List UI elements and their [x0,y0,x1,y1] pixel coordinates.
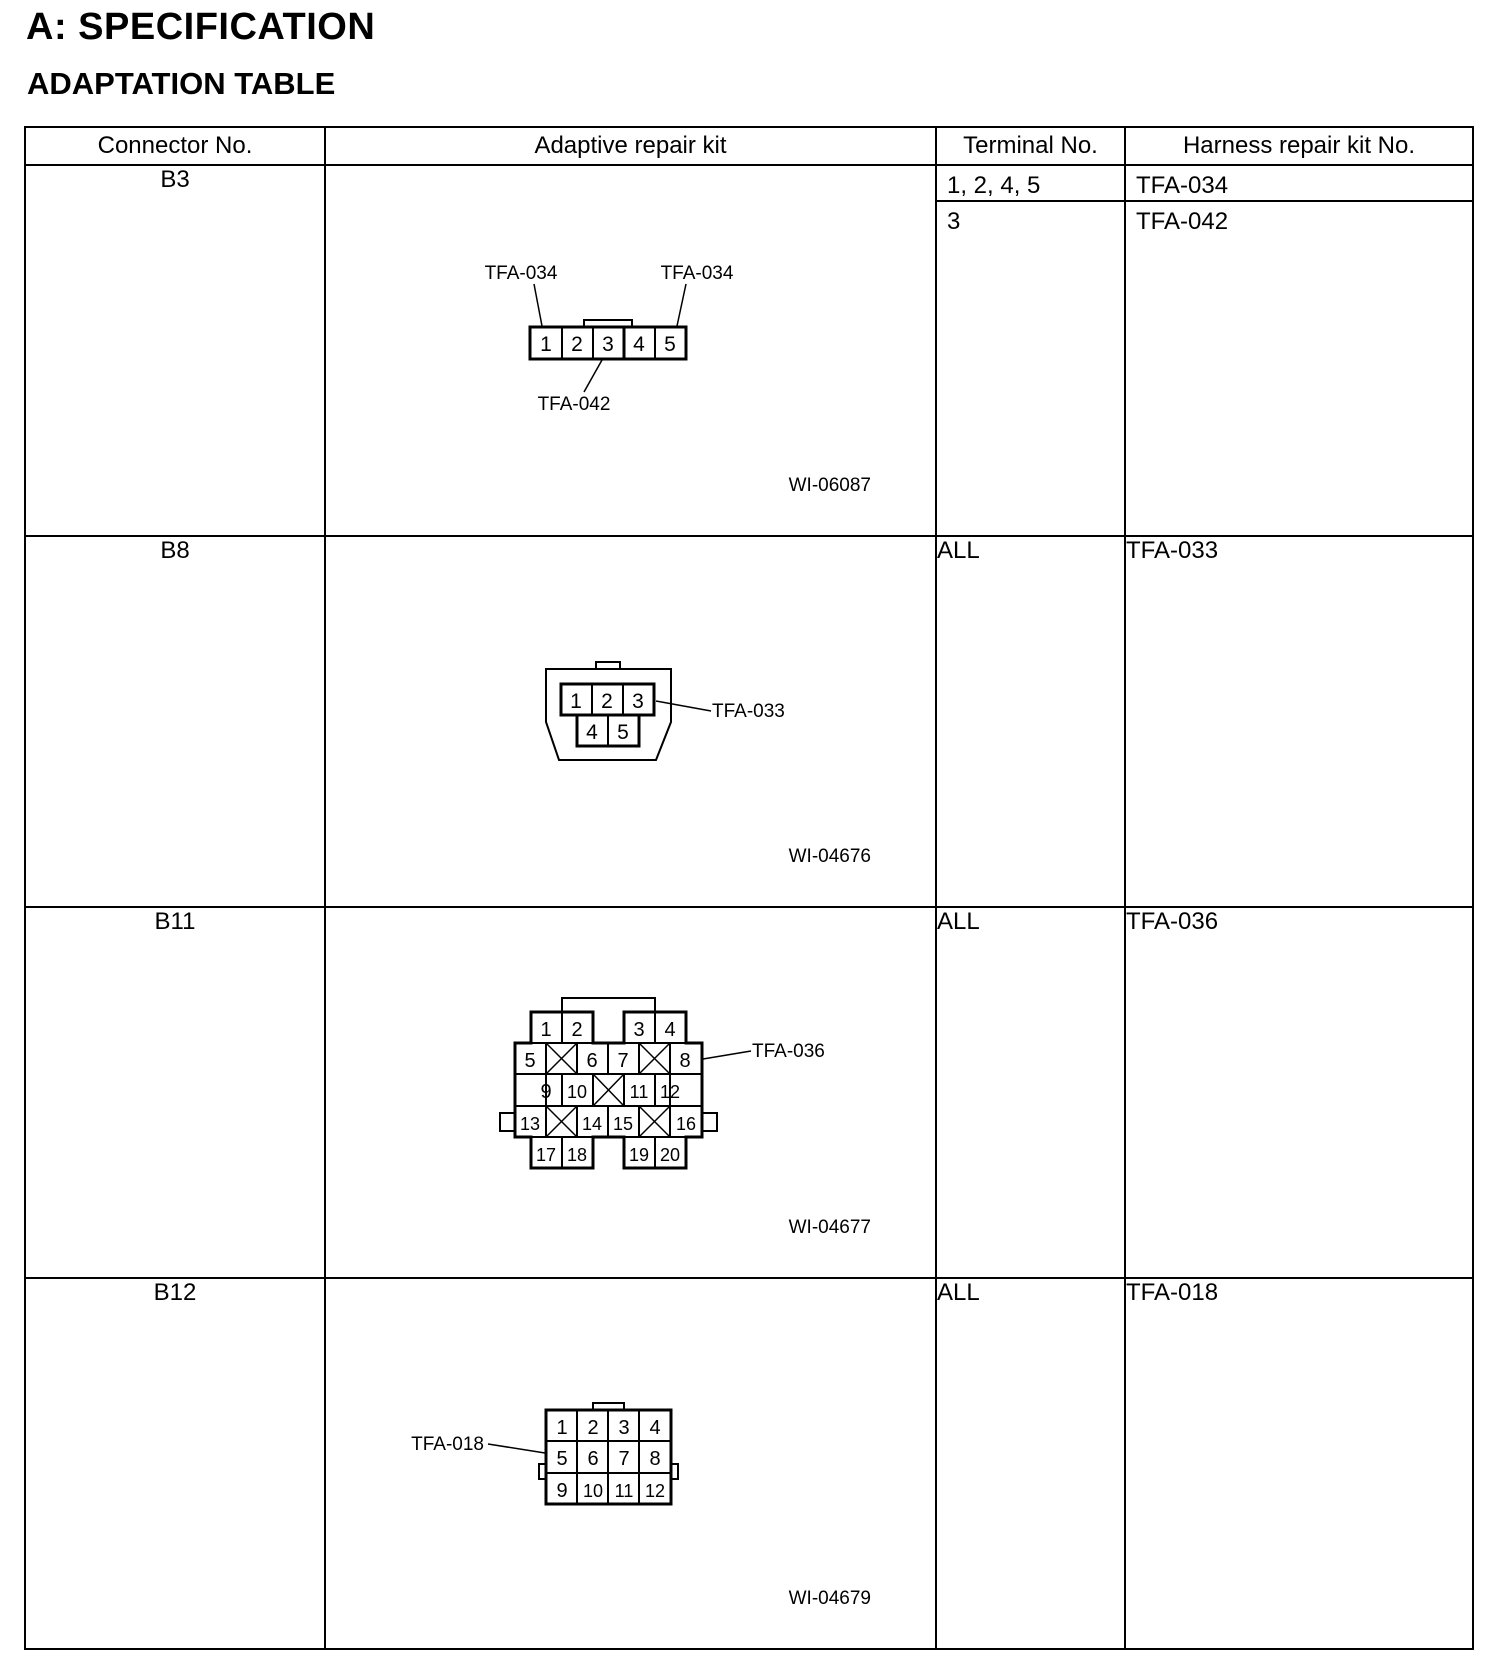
callout-label: TFA-034 [484,263,558,284]
terminal-value: 3 [947,208,961,235]
terminal-cell [936,165,1125,536]
callout-label: TFA-033 [712,701,785,722]
adaptation-table [24,126,1474,1650]
table-row [25,536,1473,907]
table-header-row [25,127,1473,165]
harness-kit-cell [1125,165,1473,536]
table-row [25,165,1473,536]
pin-label: 12 [659,1082,681,1102]
pin-label: 11 [629,1082,649,1102]
table-title: ADAPTATION TABLE [27,66,336,101]
pin-label: 8 [679,1050,691,1072]
connector-diagram-b3 [326,166,937,535]
harness-kit-cell: TFA-036 [1125,907,1473,1278]
pin-label: 7 [618,1448,630,1470]
pin-label: 13 [519,1114,541,1134]
pin-label: 1 [556,1417,568,1439]
pin-label: 4 [586,721,598,744]
col-header-adaptive-kit: Adaptive repair kit [325,127,936,165]
pin-label: 3 [602,333,614,356]
pin-label: 1 [540,333,552,356]
pin-label: 5 [556,1448,568,1470]
pin-label: 18 [566,1145,588,1165]
pin-label: 4 [649,1417,661,1439]
figure-id: WI-04679 [788,1588,871,1609]
terminal-cell: ALL [936,907,1125,1278]
pin-label: 16 [675,1114,697,1134]
callout-label: TFA-034 [660,263,734,284]
pin-label: 6 [587,1448,599,1470]
figure-id: WI-06087 [788,475,871,496]
pin-label: 10 [582,1481,604,1501]
pin-label: 1 [540,1019,552,1041]
connector-cell: B11 [25,907,325,1278]
col-header-connector: Connector No. [25,127,325,165]
harness-kit-value: TFA-034 [1126,166,1472,202]
terminal-value: 1, 2, 4, 5 [937,166,1124,202]
connector-diagram-b11 [326,908,937,1277]
kit-figure-cell [325,907,936,1278]
pin-label: 5 [524,1050,536,1072]
kit-figure-cell [325,536,936,907]
pin-label: 3 [618,1417,630,1439]
pin-label: 19 [628,1145,650,1165]
pin-label: 2 [571,333,583,356]
table-row [25,1278,1473,1649]
pin-label: 9 [540,1081,552,1103]
pin-label: 7 [617,1050,629,1072]
pin-label: 5 [617,721,629,744]
pin-label: 4 [633,333,645,356]
leader-line [584,360,602,392]
pin-label: 11 [614,1481,634,1501]
pin-label: 6 [586,1050,598,1072]
connector-diagram-b8 [326,537,937,906]
harness-kit-value: TFA-042 [1136,208,1229,235]
callout-label: TFA-036 [752,1041,825,1062]
pin-label: 10 [566,1082,588,1102]
pin-label: 15 [612,1114,634,1134]
col-header-terminal: Terminal No. [936,127,1125,165]
connector-cell: B3 [25,165,325,536]
kit-figure-cell [325,1278,936,1649]
pin-label: 3 [633,1019,645,1041]
pin-label: 2 [601,690,613,713]
connector-cell: B8 [25,536,325,907]
terminal-cell: ALL [936,536,1125,907]
figure-id: WI-04677 [788,1217,871,1238]
harness-kit-cell: TFA-018 [1125,1278,1473,1649]
col-header-harness-kit: Harness repair kit No. [1125,127,1473,165]
pin-label: 20 [659,1145,681,1165]
pin-label: 14 [581,1114,603,1134]
pin-label: 2 [571,1019,583,1041]
pin-label: 3 [632,690,644,713]
pin-label: 12 [644,1481,666,1501]
pin-label: 2 [587,1417,599,1439]
pin-label: 9 [556,1480,568,1502]
pin-label: 1 [570,690,582,713]
table-row [25,907,1473,1278]
figure-id: WI-04676 [788,846,871,867]
section-heading: A: SPECIFICATION [26,6,376,48]
callout-label: TFA-042 [537,394,611,415]
leader-line [534,284,542,326]
leader-line [703,1051,751,1059]
connector-diagram-b12 [326,1279,937,1648]
pin-label: 4 [664,1019,676,1041]
pin-label: 5 [664,333,676,356]
kit-figure-cell [325,165,936,536]
leader-line [677,284,686,326]
terminal-cell: ALL [936,1278,1125,1649]
pin-label: 8 [649,1448,661,1470]
pin-label: 17 [535,1145,557,1165]
harness-kit-cell: TFA-033 [1125,536,1473,907]
connector-cell: B12 [25,1278,325,1649]
callout-label: TFA-018 [411,1434,484,1455]
leader-line [488,1444,545,1453]
